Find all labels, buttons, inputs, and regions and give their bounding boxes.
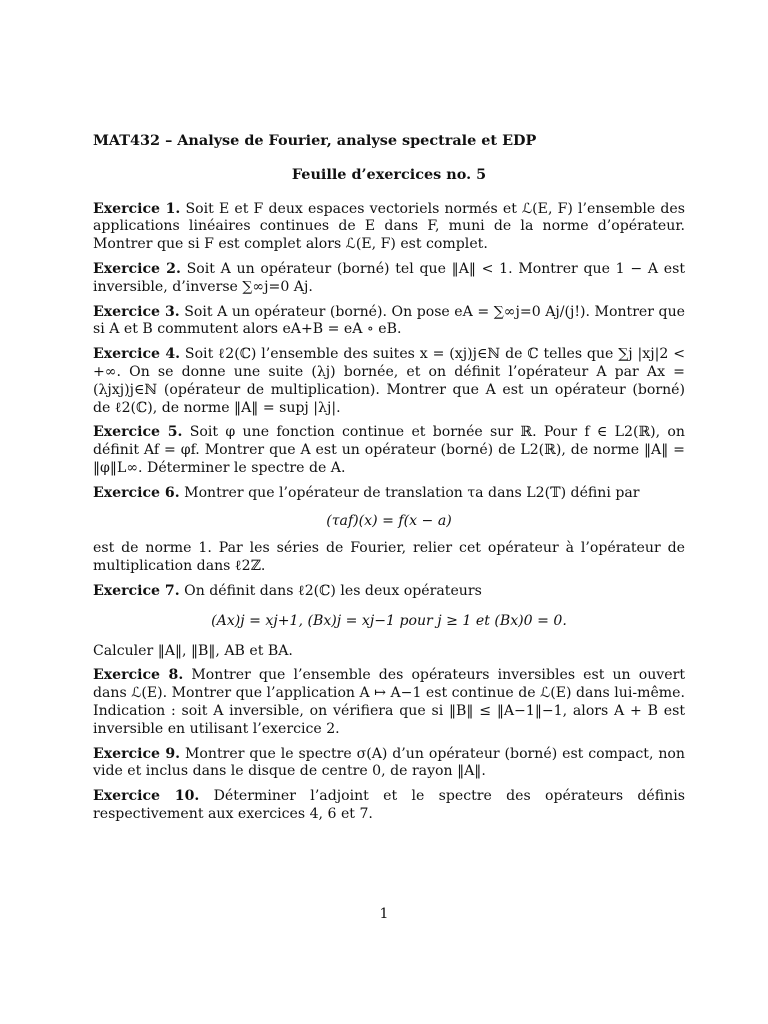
exercise-9 — [93, 746, 685, 782]
exercise-text: Soit φ une fonction continue et bornée sur ℝ. Pour f ∈ L2(ℝ), on définit Af = φf. Montrer que A est un opérateur (borné) de L2(ℝ), de norme ‖A‖ = ‖φ‖L∞. Déterminer le spectre de A. — [93, 424, 685, 476]
exercise-1 — [93, 201, 685, 254]
equation-shift-operators: (Ax)j = xj+1, (Bx)j = xj−1 pour j ≥ 1 et (Bx)0 = 0. — [211, 612, 567, 629]
exercise-label: Exercice 1. — [93, 200, 181, 217]
exercise-3 — [93, 304, 685, 340]
exercise-label: Exercice 5. — [93, 424, 183, 441]
equation-translation: (τaf)(x) = f(x − a) — [326, 512, 452, 529]
exercise-text: Soit ℓ2(ℂ) l’ensemble des suites x = (xj)j∈ℕ de ℂ telles que ∑j |xj|2 < +∞. On se donne une suite (λj) bornée, et on définit l’opérateur A par Ax = (λjxj)j∈ℕ (opérateur de multiplication). Montrer que A est un opérateur (borné) de ℓ2(ℂ), de norme ‖A‖ = supj |λj|. — [93, 346, 685, 416]
exercise-label: Exercice 8. — [93, 667, 184, 684]
exercise-text: On définit dans ℓ2(ℂ) les deux opérateurs — [184, 582, 482, 599]
exercise-text: Soit A un opérateur (borné). On pose eA = ∑∞j=0 Aj/(j!). Montrer que si A et B commutent alors eA+B = eA ∘ eB. — [93, 303, 685, 338]
exercise-6-continuation: est de norme 1. Par les séries de Fourier, relier cet opérateur à l’opérateur de multiplication dans ℓ2ℤ. — [93, 540, 685, 575]
exercise-5 — [93, 424, 685, 477]
exercise-text: Montrer que le spectre σ(A) d’un opérateur (borné) est compact, non vide et inclus dans le disque de centre 0, de rayon ‖A‖. — [93, 745, 685, 780]
exercise-text: Déterminer l’adjoint et le spectre des opérateurs définis respectivement aux exercices 4, 6 et 7. — [93, 788, 685, 822]
exercise-label: Exercice 6. — [93, 484, 180, 501]
sheet-subtitle: Feuille d’exercices no. 5 — [291, 165, 487, 183]
exercise-text: Montrer que l’ensemble des opérateurs inversibles est un ouvert dans ℒ(E). Montrer que l’application A ↦ A−1 est continue de ℒ(E) dans lui-même. Indication : soit A inversible, on vérifiera que si ‖B‖ ≤ ‖A−1‖−1, alors A + B est inversible en utilisant l’exercice 2. — [93, 667, 685, 737]
exercise-6 — [93, 485, 685, 503]
exercise-label: Exercice 2. — [93, 260, 181, 277]
exercise-7 — [93, 583, 685, 601]
exercise-7-continuation: Calculer ‖A‖, ‖B‖, AB et BA. — [93, 642, 293, 659]
exercise-8 — [93, 667, 685, 738]
exercise-label: Exercice 9. — [93, 745, 181, 762]
exercise-text: Soit E et F deux espaces vectoriels normés et ℒ(E, F) l’ensemble des applications linéaires continues de E dans F, muni de la norme d’opérateur. Montrer que si F est complet alors ℒ(E, F) est complet. — [93, 200, 685, 253]
exercise-4 — [93, 346, 685, 417]
exercise-label: Exercice 7. — [93, 582, 180, 599]
exercise-label: Exercice 3. — [93, 303, 180, 320]
exercise-2 — [93, 261, 685, 297]
exercise-10 — [93, 788, 685, 824]
document-body — [93, 132, 685, 831]
page-number: 1 — [379, 906, 389, 922]
exercise-text: Montrer que l’opérateur de translation τa dans L2(𝕋) défini par — [184, 484, 640, 501]
page-title: MAT432 – Analyse de Fourier, analyse spectrale et EDP — [93, 132, 537, 149]
exercise-label: Exercice 4. — [93, 346, 181, 363]
exercise-text: Soit A un opérateur (borné) tel que ‖A‖ < 1. Montrer que 1 − A est inversible, d’inverse ∑∞j=0 Aj. — [93, 260, 685, 295]
exercise-label: Exercice 10. — [93, 788, 200, 805]
